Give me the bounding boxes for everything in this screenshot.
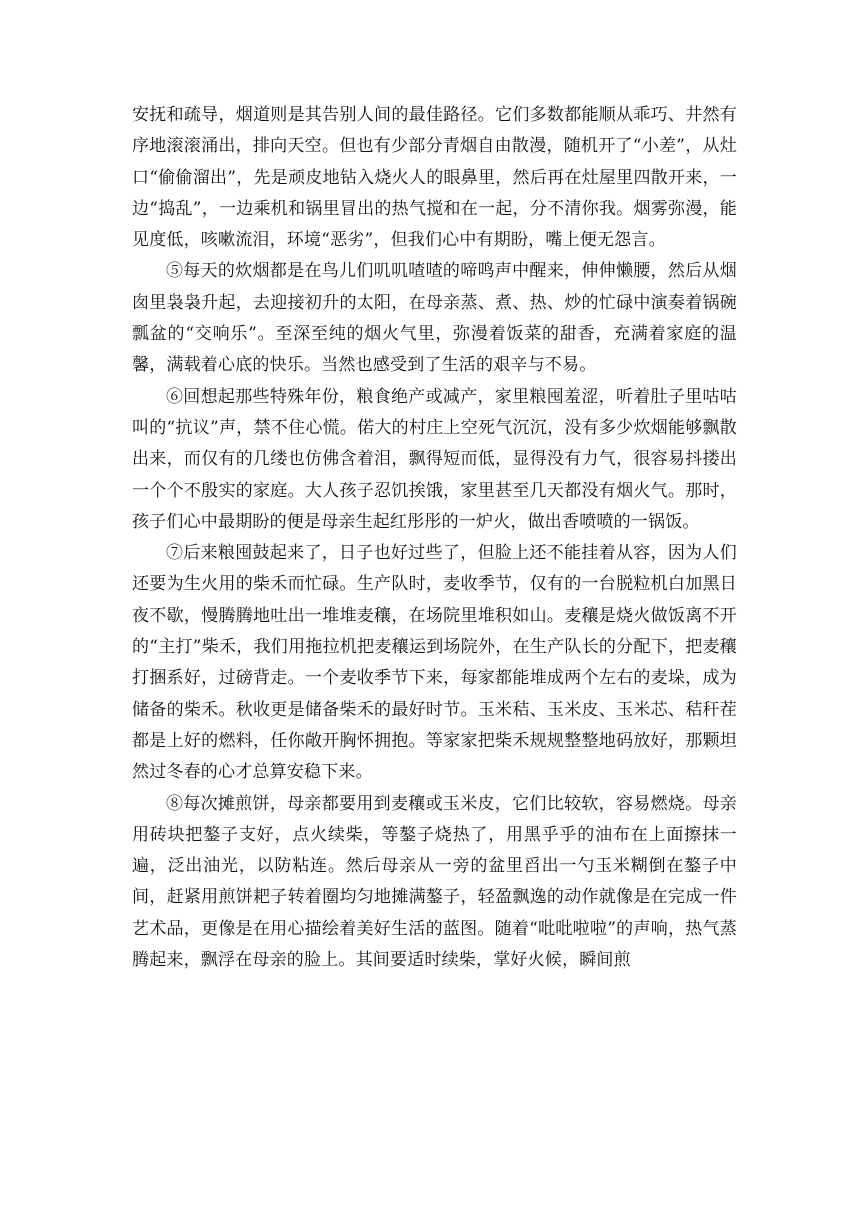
paragraph-7: ⑦后来粮囤鼓起来了，日子也好过些了，但脸上还不能挂着从容，因为人们还要为生火用的柴禾而忙碌。生产队时，麦收季节，仅有的一台脱粒机白加黑日夜不歇，慢腾腾地吐出一堆堆麦穰，在场院里堆积如山。麦穰是烧火做饭离不开的“主打”柴禾，我们用拖拉机把麦穰运到场院外，在生产队长的分配下，把麦穰打捆系好，过磅背走。一个麦收季节下来，每家都能堆成两个左右的麦垛，成为储备的柴禾。秋收更是储备柴禾的最好时节。玉米秸、玉米皮、玉米芯、秸秆茬都是上好的燃料，任你敞开胸怀拥抱。等家家把柴禾规规整整地码放好，那颗坦然过冬春的心才总算安稳下来。 (132, 543, 737, 783)
paragraph-5: ⑤每天的炊烟都是在鸟儿们叽叽喳喳的啼鸣声中醒来，伸伸懒腰，然后从烟囱里袅袅升起，去迎接初升的太阳，在母亲蒸、煮、热、炒的忙碌中演奏着锅碗瓢盆的“交响乐”。至深至纯的烟火气里，弥漫着饭菜的甜香，充满着家庭的温馨，满载着心底的快乐。当然也感受到了生活的艰辛与不易。 (132, 261, 737, 376)
paragraph-8: ⑧每次摊煎饼，母亲都要用到麦穰或玉米皮，它们比较软，容易燃烧。母亲用砖块把鏊子支好，点火续柴，等鏊子烧热了，用黑乎乎的油布在上面擦抹一遍，泛出油光，以防粘连。然后母亲从一旁的盆里舀出一勺玉米糊倒在鏊子中间，赶紧用煎饼耙子转着圈均匀地摊满鏊子，轻盈飘逸的动作就像是在完成一件艺术品，更像是在用心描绘着美好生活的蓝图。随着“吡吡啦啦”的声响，热气蒸腾起来，飘浮在母亲的脸上。其间要适时续柴，掌好火候，瞬间煎 (132, 793, 737, 971)
paragraph-6: ⑥回想起那些特殊年份，粮食绝产或减产，家里粮囤羞涩，听着肚子里咕咕叫的“抗议”声，禁不住心慌。偌大的村庄上空死气沉沉，没有多少炊烟能够飘散出来，而仅有的几缕也仿佛含着泪，飘得短而低，显得没有力气，很容易抖搂出一个个不殷实的家庭。大人孩子忍饥挨饿，家里甚至几天都没有烟火气。那时，孩子们心中最期盼的便是母亲生起红彤彤的一炉火，做出香喷喷的一锅饭。 (132, 386, 737, 532)
paragraph-continued: 安抚和疏导，烟道则是其告别人间的最佳路径。它们多数都能顺从乖巧、井然有序地滚滚涌出，排向天空。但也有少部分青烟自由散漫，随机开了“小差”，从灶口“偷偷溜出”，先是顽皮地钻入烧火人的眼鼻里，然后再在灶屋里四散开来，一边“捣乱”，一边乘机和锅里冒出的热气搅和在一起，分不清你我。烟雾弥漫，能见度低，咳嗽流泪，环境“恶劣”，但我们心中有期盼，嘴上便无怨言。 (132, 105, 737, 251)
document-page (132, 100, 737, 976)
